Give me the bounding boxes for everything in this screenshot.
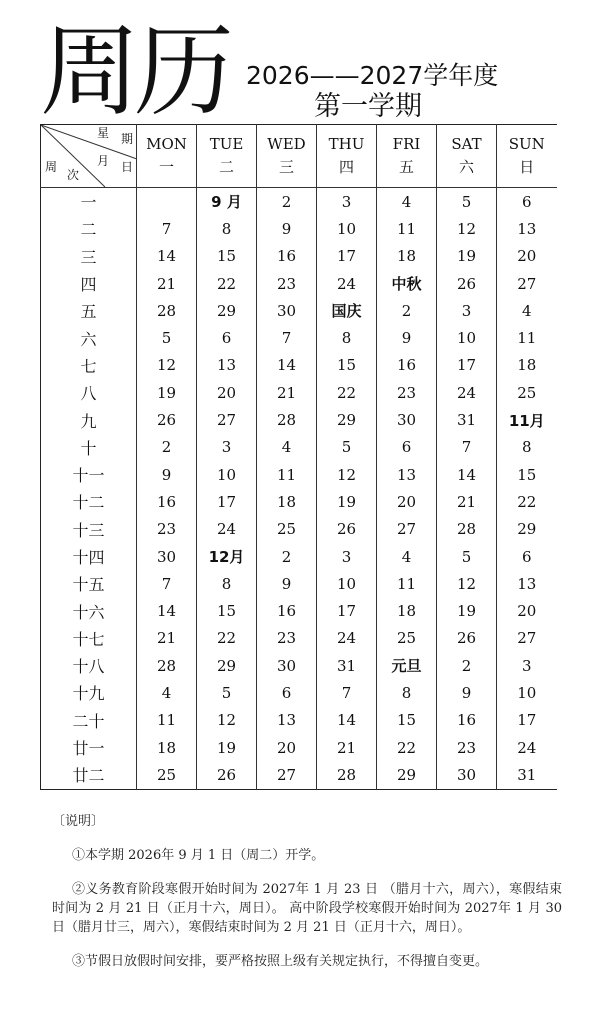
day-cell: 10 <box>437 324 497 351</box>
week-label: 十八 <box>41 652 137 679</box>
table-row <box>41 652 557 679</box>
week-label: 十七 <box>41 625 137 652</box>
day-cell: 12 <box>437 215 497 242</box>
day-cell: 23 <box>257 625 317 652</box>
day-cell: 19 <box>437 243 497 270</box>
week-label: 四 <box>41 270 137 297</box>
week-label: 十一 <box>41 461 137 488</box>
week-label: 五 <box>41 297 137 324</box>
day-cell: 29 <box>197 297 257 324</box>
day-cell: 4 <box>137 679 197 706</box>
day-cell: 16 <box>377 352 437 379</box>
table-row <box>41 297 557 324</box>
day-cell: 8 <box>521 438 532 457</box>
day-cell: 6 <box>521 547 532 566</box>
day-cell: 4 <box>377 188 437 216</box>
table-row <box>41 434 557 461</box>
table-row <box>41 625 557 652</box>
table-row <box>41 679 557 706</box>
day-cell: 21 <box>257 379 317 406</box>
day-cell: 6 <box>377 434 437 461</box>
header-row <box>41 125 557 188</box>
day-cell: 9 <box>257 570 317 597</box>
day-cell: 23 <box>377 379 437 406</box>
day-cell: 国庆 <box>317 297 377 324</box>
day-cell: 6 <box>521 192 532 211</box>
day-cell: 26 <box>437 270 497 297</box>
day-cell: 12 <box>137 352 197 379</box>
day-cell: 9 <box>257 215 317 242</box>
week-label: 六 <box>41 324 137 351</box>
day-cell: 23 <box>437 734 497 761</box>
day-cell: 14 <box>137 597 197 624</box>
day-cell <box>137 188 197 216</box>
header-day-sun: SUN 日 <box>497 125 557 188</box>
table-row <box>41 707 557 734</box>
header-day-mon: MON 一 <box>137 125 197 188</box>
day-cell: 30 <box>257 652 317 679</box>
day-cell: 23 <box>257 270 317 297</box>
day-cell: 5 <box>317 434 377 461</box>
day-cell: 20 <box>257 734 317 761</box>
day-cell: 25 <box>137 761 197 789</box>
day-cell: 30 <box>137 543 197 570</box>
day-cell: 11 <box>517 329 537 348</box>
day-cell: 2 <box>257 543 317 570</box>
week-label: 廿二 <box>41 761 137 789</box>
day-cell: 3 <box>317 543 377 570</box>
day-cell: 14 <box>317 707 377 734</box>
table-row <box>41 516 557 543</box>
day-cell: 15 <box>317 352 377 379</box>
day-cell: 15 <box>197 597 257 624</box>
day-cell: 24 <box>317 270 377 297</box>
day-cell: 12 <box>317 461 377 488</box>
term-title: 第一学期 <box>314 91 422 122</box>
day-cell: 16 <box>257 243 317 270</box>
day-cell: 30 <box>437 761 497 789</box>
day-cell: 中秋 <box>377 270 437 297</box>
header-day-sat: SAT 六 <box>437 125 497 188</box>
day-cell: 3 <box>197 434 257 461</box>
day-cell: 15 <box>197 243 257 270</box>
week-label: 七 <box>41 352 137 379</box>
day-cell: 6 <box>257 679 317 706</box>
day-cell: 26 <box>317 516 377 543</box>
table-row <box>41 188 557 216</box>
day-cell: 20 <box>517 602 537 621</box>
day-cell: 24 <box>437 379 497 406</box>
day-cell: 22 <box>517 492 537 511</box>
day-cell: 13 <box>517 574 537 593</box>
notes-section <box>52 812 562 986</box>
week-calendar-table <box>40 124 557 790</box>
day-cell: 27 <box>257 761 317 789</box>
day-cell: 28 <box>137 652 197 679</box>
day-cell: 29 <box>197 652 257 679</box>
day-cell: 24 <box>317 625 377 652</box>
day-cell: 5 <box>197 679 257 706</box>
day-cell: 27 <box>517 274 537 293</box>
day-cell: 28 <box>137 297 197 324</box>
corner-label-ci: 次 <box>67 168 80 182</box>
day-cell: 31 <box>517 765 537 784</box>
day-cell: 7 <box>137 215 197 242</box>
day-cell: 22 <box>197 625 257 652</box>
day-cell: 31 <box>437 406 497 433</box>
day-cell: 22 <box>377 734 437 761</box>
day-cell: 4 <box>521 301 532 320</box>
day-cell: 11 <box>377 570 437 597</box>
header-day-wed: WED 三 <box>257 125 317 188</box>
table-row <box>41 488 557 515</box>
day-cell: 15 <box>377 707 437 734</box>
day-cell: 8 <box>197 570 257 597</box>
table-row <box>41 270 557 297</box>
day-cell: 9 <box>377 324 437 351</box>
day-cell: 17 <box>317 243 377 270</box>
day-cell: 26 <box>437 625 497 652</box>
day-cell: 18 <box>377 597 437 624</box>
table-row <box>41 352 557 379</box>
day-cell: 28 <box>257 406 317 433</box>
day-cell: 10 <box>197 461 257 488</box>
table-row <box>41 734 557 761</box>
day-cell: 4 <box>377 543 437 570</box>
corner-label-xing: 星 <box>97 126 110 140</box>
note-item-2: ②义务教育阶段寒假开始时间为 2027年 1 月 23 日 （腊月十六，周六），寒假结束时间为 2 月 21 日（正月十六，周日）。 高中阶段学校寒假开始时间为 2027年 1 月 30 日（腊月廿三，周六），寒假结束时间为 2 月 21 日（正月十六，周日）。 <box>52 882 562 935</box>
week-label: 十三 <box>41 516 137 543</box>
day-cell: 25 <box>517 383 537 402</box>
day-cell: 15 <box>517 465 537 484</box>
week-label: 十 <box>41 434 137 461</box>
day-cell: 28 <box>317 761 377 789</box>
day-cell: 11 <box>257 461 317 488</box>
day-cell: 17 <box>317 597 377 624</box>
day-cell: 13 <box>257 707 317 734</box>
day-cell: 18 <box>517 356 537 375</box>
header-day-fri: FRI 五 <box>377 125 437 188</box>
header-day-thu: THU 四 <box>317 125 377 188</box>
note-item-1: ①本学期 2026年 9 月 1 日（周二）开学。 <box>72 848 325 863</box>
day-cell: 29 <box>377 761 437 789</box>
day-cell: 9 <box>137 461 197 488</box>
day-cell: 19 <box>137 379 197 406</box>
day-cell: 16 <box>137 488 197 515</box>
day-cell: 11 <box>377 215 437 242</box>
week-label: 十五 <box>41 570 137 597</box>
day-cell: 16 <box>257 597 317 624</box>
week-label: 三 <box>41 243 137 270</box>
day-cell: 13 <box>377 461 437 488</box>
day-cell: 30 <box>257 297 317 324</box>
day-cell: 7 <box>257 324 317 351</box>
table-row <box>41 379 557 406</box>
day-cell: 5 <box>437 543 497 570</box>
day-cell: 12 <box>437 570 497 597</box>
day-cell: 31 <box>317 652 377 679</box>
day-cell: 19 <box>437 597 497 624</box>
day-cell: 13 <box>517 219 537 238</box>
day-cell: 29 <box>517 520 537 539</box>
table-row <box>41 324 557 351</box>
day-cell: 7 <box>317 679 377 706</box>
day-cell: 21 <box>137 625 197 652</box>
day-cell: 11月 <box>508 411 545 430</box>
day-cell: 9 月 <box>197 188 257 216</box>
table-row <box>41 597 557 624</box>
day-cell: 20 <box>197 379 257 406</box>
day-cell: 25 <box>257 516 317 543</box>
day-cell: 7 <box>137 570 197 597</box>
day-cell: 元旦 <box>377 652 437 679</box>
week-label: 二十 <box>41 707 137 734</box>
day-cell: 21 <box>437 488 497 515</box>
day-cell: 8 <box>377 679 437 706</box>
calendar-body <box>41 188 557 790</box>
table-row <box>41 243 557 270</box>
day-cell: 10 <box>317 215 377 242</box>
corner-label-ri: 日 <box>121 160 134 174</box>
day-cell: 2 <box>257 188 317 216</box>
day-cell: 20 <box>517 247 537 266</box>
day-cell: 26 <box>197 761 257 789</box>
corner-cell <box>41 125 137 188</box>
day-cell: 18 <box>137 734 197 761</box>
day-cell: 7 <box>437 434 497 461</box>
day-cell: 12 <box>197 707 257 734</box>
day-cell: 28 <box>437 516 497 543</box>
day-cell: 30 <box>377 406 437 433</box>
day-cell: 4 <box>257 434 317 461</box>
table-row <box>41 215 557 242</box>
day-cell: 16 <box>437 707 497 734</box>
day-cell: 9 <box>437 679 497 706</box>
day-cell: 10 <box>317 570 377 597</box>
day-cell: 18 <box>377 243 437 270</box>
day-cell: 14 <box>257 352 317 379</box>
day-cell: 8 <box>317 324 377 351</box>
day-cell: 24 <box>517 738 537 757</box>
day-cell: 29 <box>317 406 377 433</box>
day-cell: 23 <box>137 516 197 543</box>
week-label: 十九 <box>41 679 137 706</box>
day-cell: 18 <box>257 488 317 515</box>
table-row <box>41 406 557 433</box>
day-cell: 3 <box>521 656 532 675</box>
day-cell: 20 <box>377 488 437 515</box>
corner-label-yue: 月 <box>97 154 110 168</box>
table-row <box>41 570 557 597</box>
day-cell: 2 <box>437 652 497 679</box>
week-label: 廿一 <box>41 734 137 761</box>
day-cell: 3 <box>437 297 497 324</box>
week-label: 十六 <box>41 597 137 624</box>
day-cell: 3 <box>317 188 377 216</box>
day-cell: 22 <box>197 270 257 297</box>
day-cell: 5 <box>437 188 497 216</box>
day-cell: 17 <box>437 352 497 379</box>
day-cell: 8 <box>197 215 257 242</box>
day-cell: 19 <box>317 488 377 515</box>
corner-label-qi: 期 <box>121 132 134 146</box>
day-cell: 17 <box>197 488 257 515</box>
day-cell: 27 <box>377 516 437 543</box>
day-cell: 11 <box>137 707 197 734</box>
week-label: 十四 <box>41 543 137 570</box>
week-label: 一 <box>41 188 137 216</box>
day-cell: 27 <box>197 406 257 433</box>
day-cell: 14 <box>437 461 497 488</box>
day-cell: 2 <box>137 434 197 461</box>
day-cell: 14 <box>137 243 197 270</box>
week-label: 十二 <box>41 488 137 515</box>
week-label: 二 <box>41 215 137 242</box>
day-cell: 19 <box>197 734 257 761</box>
table-row <box>41 761 557 789</box>
note-item-3: ③节假日放假时间安排，要严格按照上级有关规定执行，不得擅自变更。 <box>72 954 489 969</box>
day-cell: 17 <box>517 711 537 730</box>
day-cell: 10 <box>517 683 537 702</box>
table-row <box>41 461 557 488</box>
week-label: 九 <box>41 406 137 433</box>
day-cell: 25 <box>377 625 437 652</box>
day-cell: 24 <box>197 516 257 543</box>
week-label: 八 <box>41 379 137 406</box>
day-cell: 12月 <box>197 543 257 570</box>
page-title: 周历 <box>40 13 228 130</box>
corner-label-zhou: 周 <box>45 160 58 174</box>
day-cell: 13 <box>197 352 257 379</box>
table-row <box>41 543 557 570</box>
day-cell: 26 <box>137 406 197 433</box>
day-cell: 5 <box>137 324 197 351</box>
day-cell: 21 <box>317 734 377 761</box>
day-cell: 27 <box>517 629 537 648</box>
header-day-tue: TUE 二 <box>197 125 257 188</box>
school-year-title: 2026——2027学年度 <box>246 61 499 90</box>
day-cell: 22 <box>317 379 377 406</box>
day-cell: 2 <box>377 297 437 324</box>
notes-heading: 〔说明〕 <box>52 814 105 829</box>
day-cell: 21 <box>137 270 197 297</box>
day-cell: 6 <box>197 324 257 351</box>
